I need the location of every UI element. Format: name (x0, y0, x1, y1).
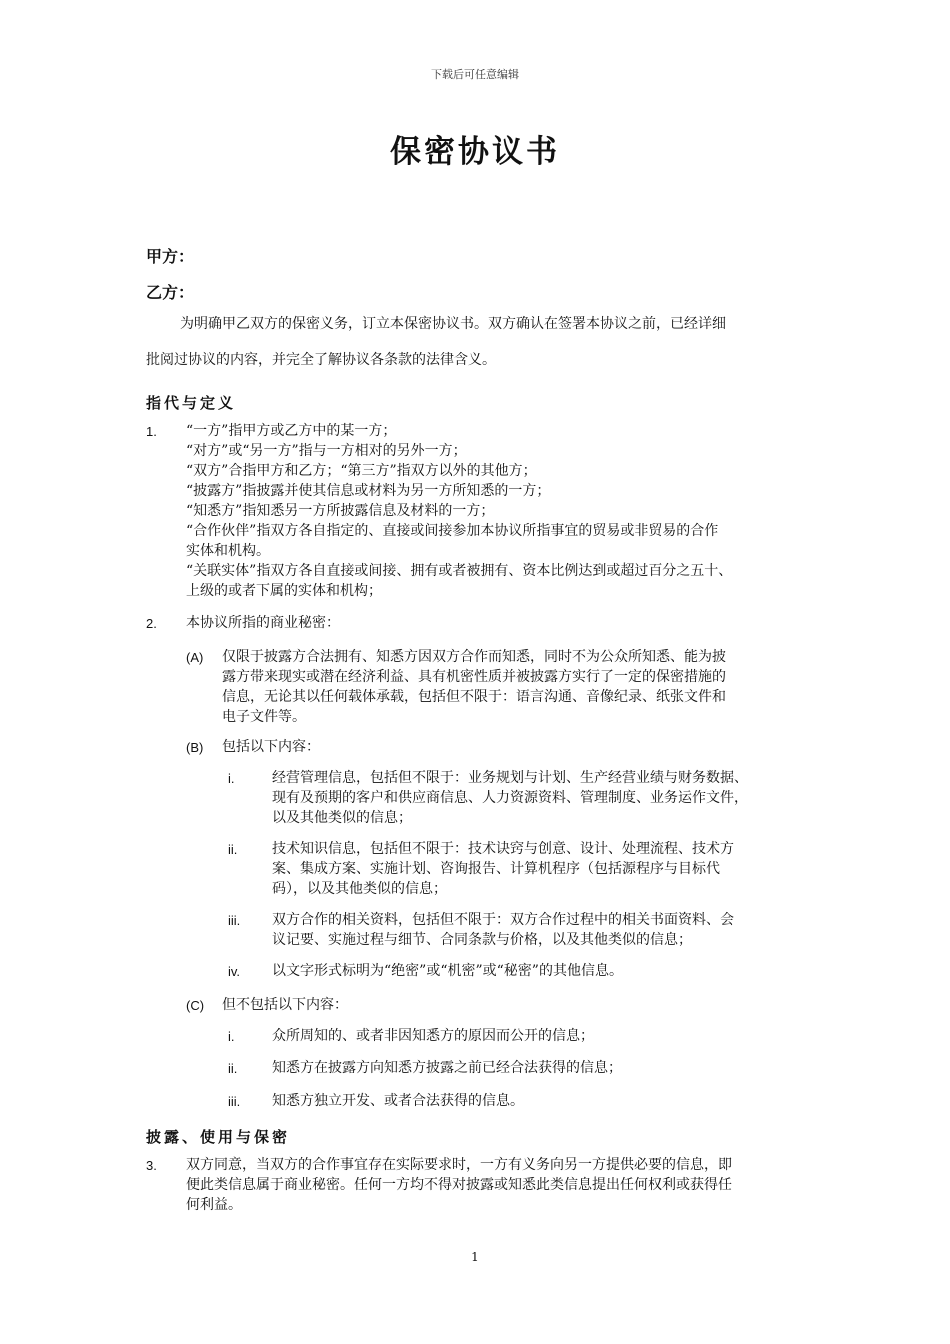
clause-3-line: 便此类信息属于商业秘密。任何一方均不得对披露或知悉此类信息提出任何权利或获得任 (186, 1177, 732, 1193)
document-title: 保密协议书 (390, 134, 560, 170)
clause-1-line: 上级的或者下属的实体和机构； (186, 583, 382, 599)
clause-1-line: “双方”合指甲方和乙方；“第三方”指双方以外的其他方； (186, 463, 537, 479)
clause-number-1: 1. (146, 424, 157, 439)
subclause-b-intro: 包括以下内容： (222, 739, 320, 755)
subclause-label-c: (C) (186, 998, 205, 1013)
clause-1-line: “对方”或“另一方”指与一方相对的另外一方； (186, 443, 467, 459)
clause-1-body (186, 421, 826, 601)
subitem-line: 案、集成方案、实施计划、咨询报告、计算机程序（包括源程序与目标代 (272, 861, 720, 877)
clause-1-line: “披露方”指披露并使其信息或材料为另一方所知悉的一方； (186, 483, 551, 499)
page-header: 下载后可任意编辑 (431, 68, 519, 81)
subitem-b-ii (272, 839, 832, 899)
clause-1-line: “一方”指甲方或乙方中的某一方； (186, 423, 397, 439)
clause-1-line: “知悉方”指知悉另一方所披露信息及材料的一方； (186, 503, 495, 519)
intro-line-2: 批阅过协议的内容，并完全了解协议各条款的法律含义。 (146, 352, 496, 368)
subitem-line: 现有及预期的客户和供应商信息、人力资源资料、管理制度、业务运作文件， (272, 790, 748, 806)
clause-1-line: 实体和机构。 (186, 543, 270, 559)
party-a-label: 甲方： (146, 247, 195, 266)
section-heading-disclosure: 披露、使用与保密 (146, 1128, 291, 1146)
roman-label: iv. (228, 964, 241, 979)
party-b-label: 乙方： (146, 283, 195, 302)
clause-3-line: 双方同意，当双方的合作事宜存在实际要求时，一方有义务向另一方提供必要的信息，即 (186, 1157, 732, 1173)
subitem-b-i (272, 768, 832, 828)
clause-number-3: 3. (146, 1158, 157, 1173)
subclause-label-a: (A) (186, 650, 204, 665)
roman-label: i. (228, 1029, 235, 1044)
roman-label: ii. (228, 842, 238, 857)
roman-label: ii. (228, 1061, 238, 1076)
section-heading-definitions: 指代与定义 (146, 394, 237, 412)
clause-2-intro: 本协议所指的商业秘密： (186, 615, 340, 631)
subclause-a-line: 露方带来现实或潜在经济利益、具有机密性质并被披露方实行了一定的保密措施的 (222, 669, 726, 685)
clause-1-line: “合作伙伴”指双方各自指定的、直接或间接参加本协议所指事宜的贸易或非贸易的合作 (186, 523, 719, 539)
subitem-line: 技术知识信息，包括但不限于：技术诀窍与创意、设计、处理流程、技术方 (272, 841, 734, 857)
subitem-c-iii: 知悉方独立开发、或者合法获得的信息。 (272, 1093, 524, 1109)
clause-3-body (186, 1155, 826, 1215)
subitem-line: 经营管理信息，包括但不限于：业务规划与计划、生产经营业绩与财务数据、 (272, 770, 748, 786)
subitem-line: 以及其他类似的信息； (272, 810, 412, 826)
subitem-b-iv (272, 961, 832, 981)
intro-line-1: 为明确甲乙双方的保密义务，订立本保密协议书。双方确认在签署本协议之前，已经详细 (180, 316, 726, 332)
subclause-a-body (222, 647, 822, 727)
subitem-line: 双方合作的相关资料，包括但不限于：双方合作过程中的相关书面资料、会 (272, 912, 734, 928)
clause-3-line: 何利益。 (186, 1197, 242, 1213)
subclause-a-line: 信息，无论其以任何载体承载，包括但不限于：语言沟通、音像纪录、纸张文件和 (222, 689, 726, 705)
subclause-label-b: (B) (186, 740, 204, 755)
subitem-c-ii: 知悉方在披露方向知悉方披露之前已经合法获得的信息； (272, 1060, 622, 1076)
roman-label: iii. (228, 913, 241, 928)
clause-1-line: “关联实体”指双方各自直接或间接、拥有或者被拥有、资本比例达到或超过百分之五十、 (186, 563, 733, 579)
page-number: 1 (471, 1250, 479, 1264)
subitem-line: 议记要、实施过程与细节、合同条款与价格，以及其他类似的信息； (272, 932, 692, 948)
subclause-c-intro: 但不包括以下内容： (222, 997, 348, 1013)
subitem-line: 以文字形式标明为“绝密”或“机密”或“秘密”的其他信息。 (272, 963, 623, 979)
subitem-b-iii (272, 910, 832, 950)
subitem-line: 码），以及其他类似的信息； (272, 881, 447, 897)
clause-number-2: 2. (146, 616, 157, 631)
subitem-c-i: 众所周知的、或者非因知悉方的原因而公开的信息； (272, 1028, 594, 1044)
roman-label: i. (228, 771, 235, 786)
subclause-a-line: 仅限于披露方合法拥有、知悉方因双方合作而知悉，同时不为公众所知悉、能为披 (222, 649, 726, 665)
subclause-a-line: 电子文件等。 (222, 709, 306, 725)
roman-label: iii. (228, 1094, 241, 1109)
